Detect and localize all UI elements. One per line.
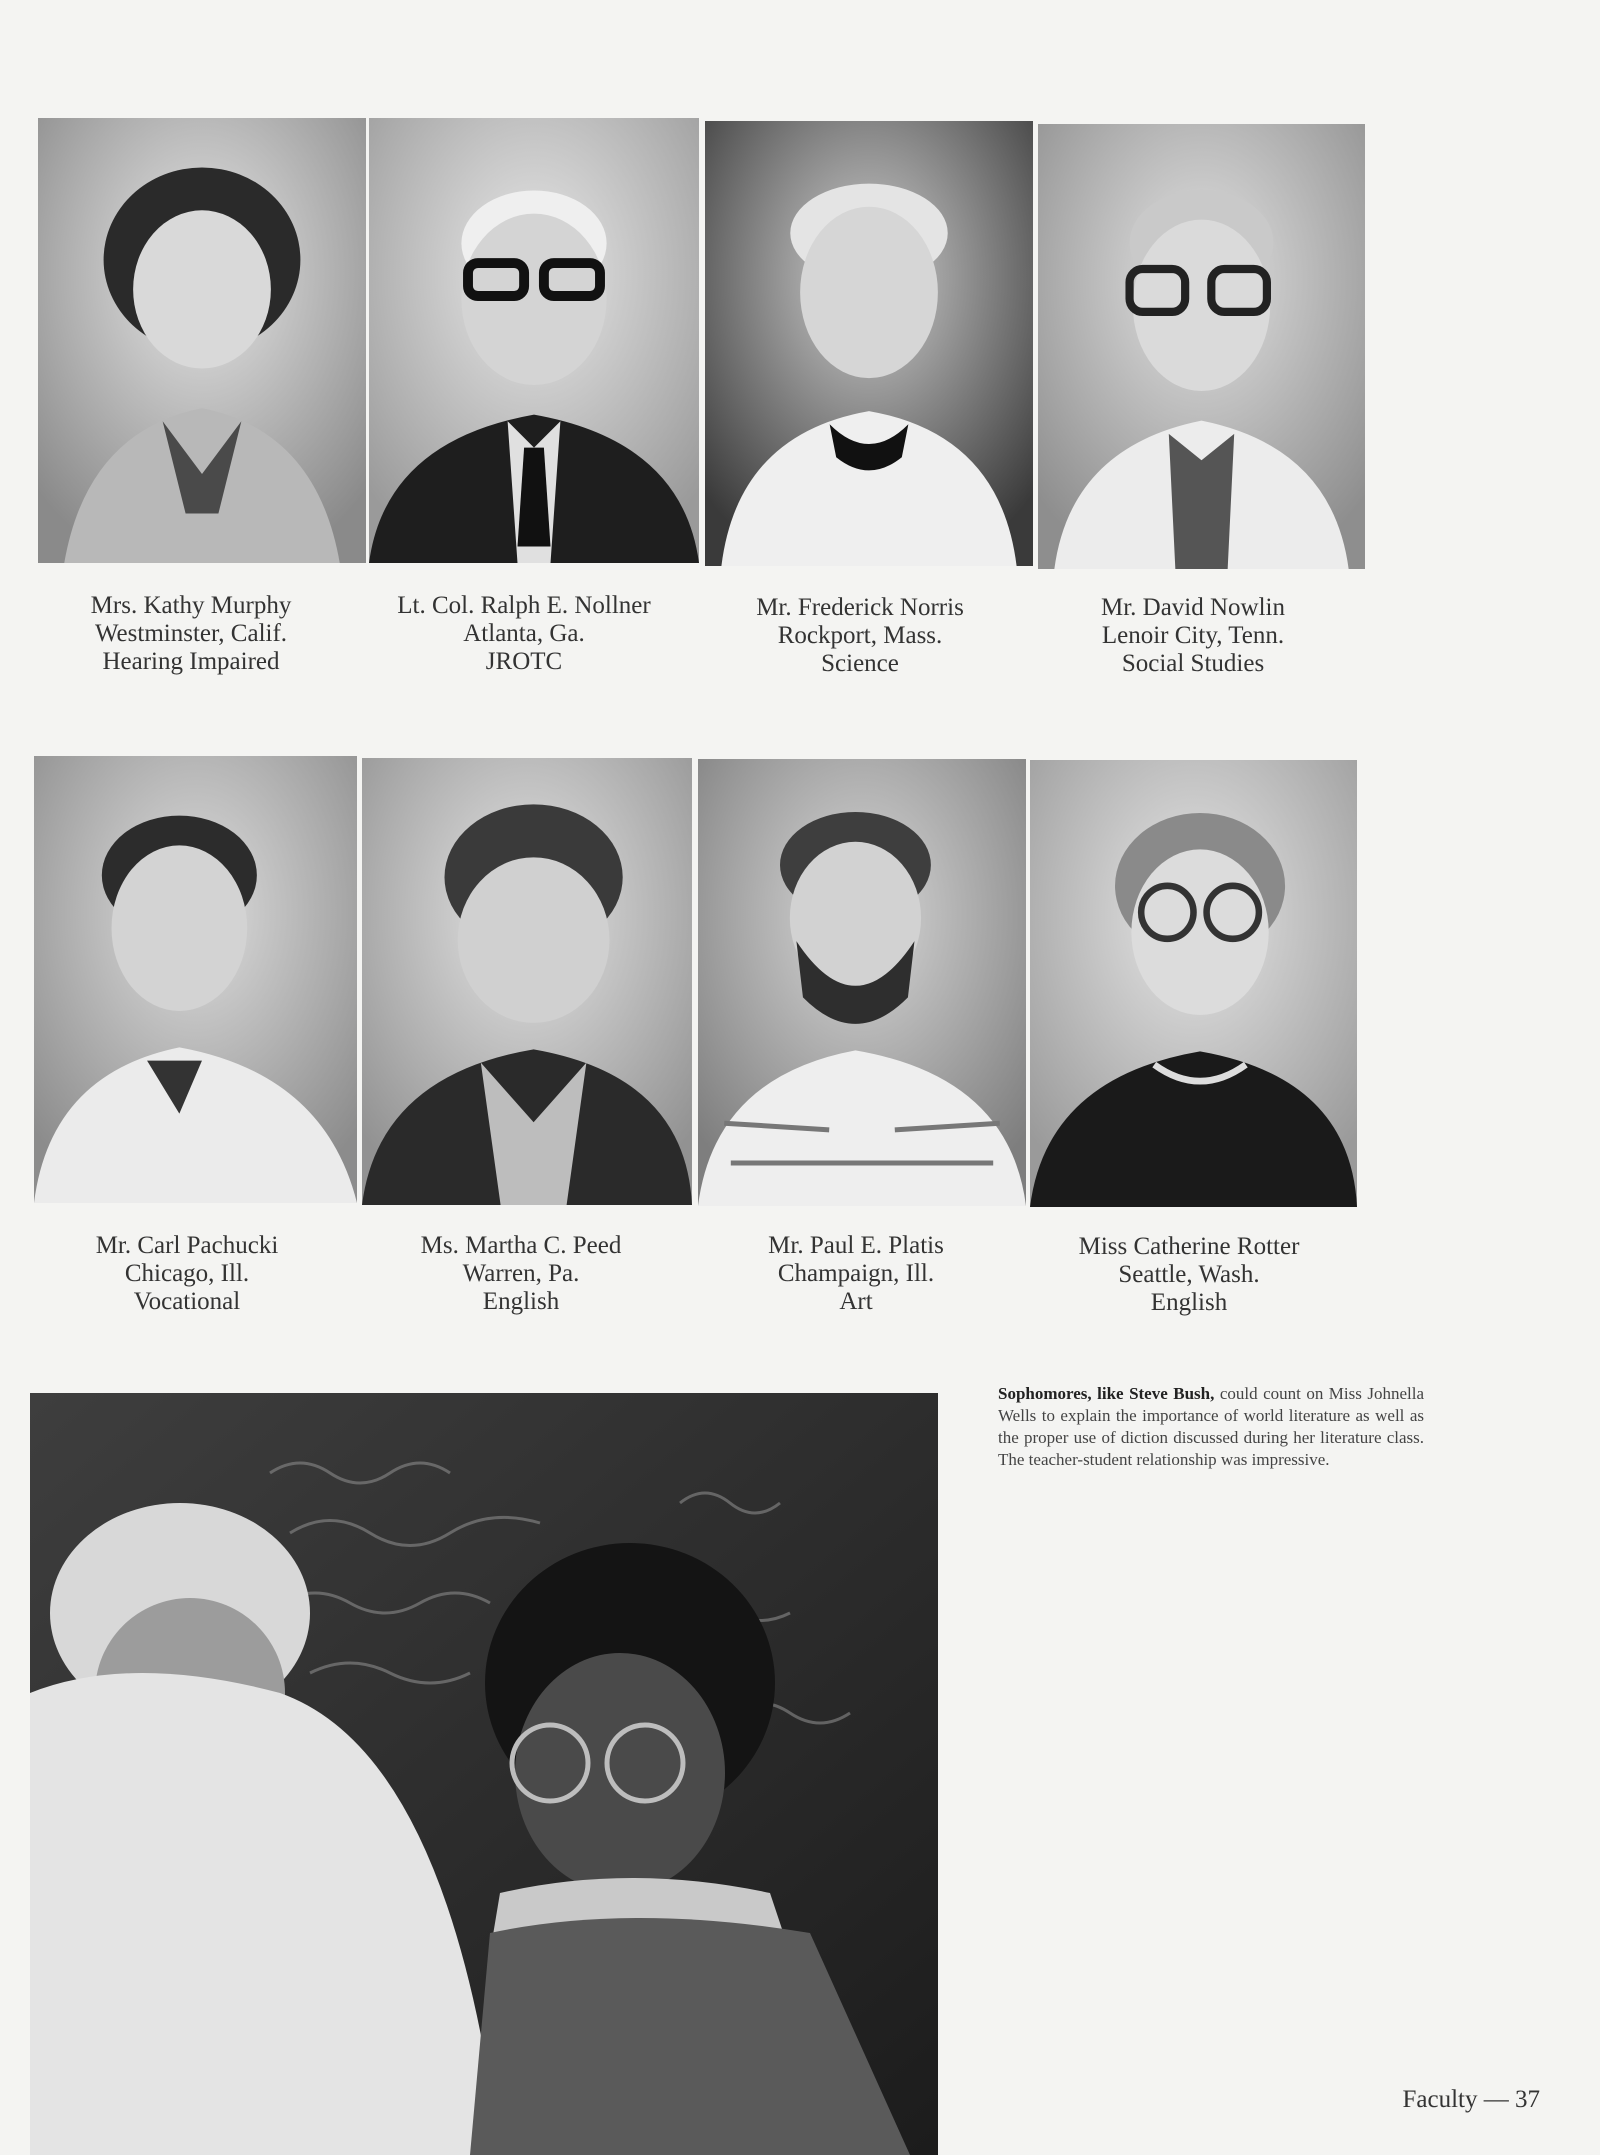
portrait-caption <box>691 1232 1021 1316</box>
portrait-caption <box>356 1232 686 1316</box>
classroom-feature-photo <box>30 1393 938 2155</box>
page-folio: Faculty — 37 <box>1402 2086 1540 2113</box>
faculty-department: English <box>482 1288 560 1315</box>
portrait-photo-nollner <box>369 118 699 563</box>
faculty-department: Vocational <box>133 1288 241 1315</box>
portrait-caption <box>359 592 689 676</box>
portrait-caption <box>1028 594 1358 678</box>
faculty-hometown: Champaign, Ill. <box>777 1260 935 1287</box>
faculty-hometown: Atlanta, Ga. <box>463 620 585 647</box>
faculty-department: Social Studies <box>1121 650 1265 677</box>
faculty-name: Mr. Paul E. Platis <box>768 1232 944 1259</box>
faculty-department: Hearing Impaired <box>102 648 280 675</box>
faculty-name: Lt. Col. Ralph E. Nollner <box>397 592 651 619</box>
portrait-caption <box>1024 1233 1354 1317</box>
portrait-photo-murphy <box>38 118 366 563</box>
portrait-photo-platis <box>698 759 1026 1206</box>
faculty-name: Mr. David Nowlin <box>1100 594 1286 621</box>
caption-lead: Sophomores, like Steve Bush, <box>998 1384 1215 1403</box>
faculty-department: JROTC <box>485 648 563 675</box>
faculty-name: Mrs. Kathy Murphy <box>90 592 292 619</box>
portrait-caption <box>22 1232 352 1316</box>
faculty-name: Ms. Martha C. Peed <box>420 1232 622 1259</box>
faculty-name: Miss Catherine Rotter <box>1078 1233 1300 1260</box>
faculty-hometown: Warren, Pa. <box>462 1260 580 1287</box>
portrait-photo-pachucki <box>34 756 357 1203</box>
feature-photo-caption <box>998 1383 1424 1471</box>
portrait-photo-peed <box>362 758 692 1205</box>
portrait-photo-rotter <box>1030 760 1357 1207</box>
faculty-name: Mr. Frederick Norris <box>756 594 964 621</box>
faculty-hometown: Westminster, Calif. <box>94 620 288 647</box>
portrait-photo-norris <box>705 121 1033 566</box>
faculty-name: Mr. Carl Pachucki <box>95 1232 279 1259</box>
faculty-department: Art <box>839 1288 873 1315</box>
caption-body: could count on Miss Johnella Wells to explain the importance of world literature as well as the proper use of diction discussed during her literature class. The teacher-student relationship was impressive. <box>998 1384 1424 1469</box>
faculty-hometown: Seattle, Wash. <box>1118 1261 1260 1288</box>
faculty-department: English <box>1150 1289 1228 1316</box>
faculty-hometown: Lenoir City, Tenn. <box>1101 622 1285 649</box>
faculty-hometown: Chicago, Ill. <box>124 1260 250 1287</box>
portrait-caption <box>26 592 356 676</box>
faculty-hometown: Rockport, Mass. <box>777 622 943 649</box>
portrait-caption <box>695 594 1025 678</box>
portrait-photo-nowlin <box>1038 124 1365 569</box>
faculty-department: Science <box>821 650 899 677</box>
